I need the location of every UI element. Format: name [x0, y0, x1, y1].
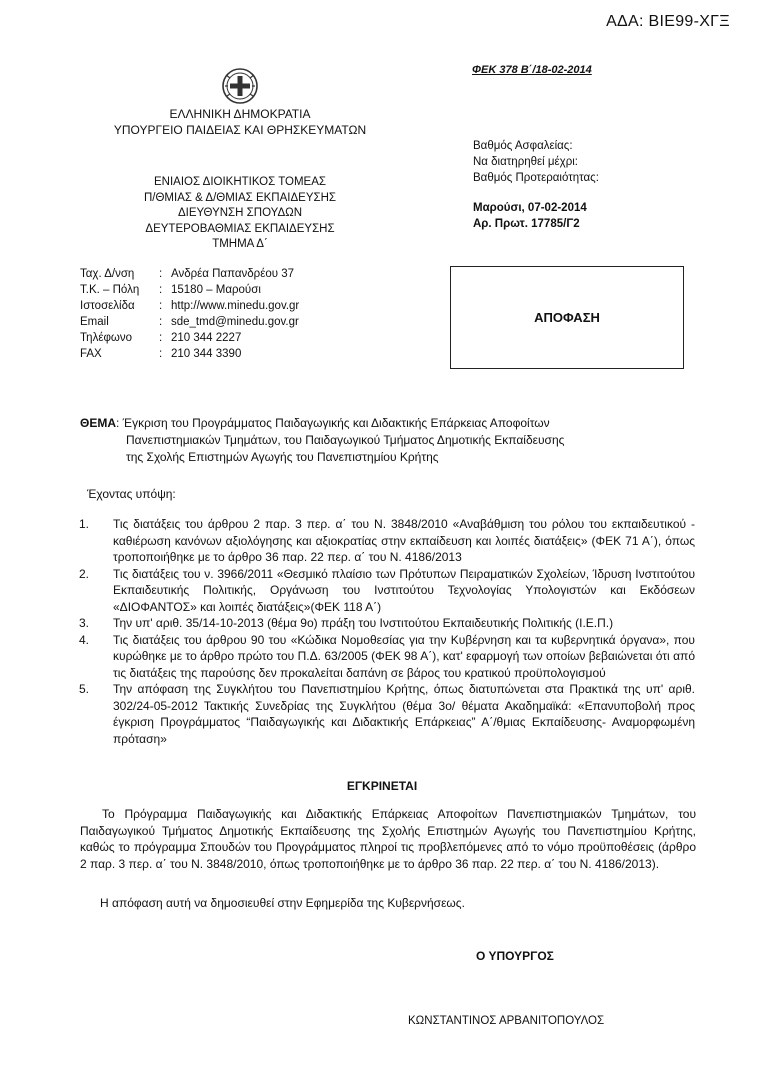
contact-label: Ιστοσελίδα: [80, 300, 135, 312]
subject-line: Έγκριση του Προγράμματος Παιδαγωγικής και Διδακτικής Επάρκειας Αποφοίτων: [122, 416, 550, 430]
ministry-header: [110, 106, 370, 138]
decision-body: Το Πρόγραμμα Παιδαγωγικής και Διδακτικής Επάρκειας Αποφοίτων Πανεπιστημιακών Τμημάτων, του Παιδαγωγικού Τμήματος Δημοτικής Εκπαίδευσης της Σχολής Επιστημών Αγωγής του Πανεπιστημίου Κρήτης, καθώς το πρόγραμμα Σπουδών του Προγράμματος πληροί τις προβλεπόμενες από το νόμο προϋποθέσεις (άρθρο 2 παρ. 3 περ. α΄ του Ν. 3848/2010, όπως τροποποιήθηκε με το άρθρο 36 παρ. 22 περ. α΄ του Ν. 4186/2013).: [80, 807, 696, 871]
contact-row: [80, 284, 299, 300]
contact-row: [80, 268, 299, 284]
contact-table: [80, 268, 299, 364]
approve-heading: ΕΓΚΡΙΝΕΤΑΙ: [346, 779, 418, 793]
contact-separator: :: [159, 300, 163, 312]
division-line: ΕΝΙΑΙΟΣ ΔΙΟΙΚΗΤΙΚΟΣ ΤΟΜΕΑΣ: [153, 176, 326, 188]
contact-label: Τηλέφωνο: [80, 332, 133, 344]
contact-label: Email: [80, 316, 109, 328]
publication-order: Η απόφαση αυτή να δημοσιευθεί στην Εφημερίδα της Κυβερνήσεως.: [100, 896, 465, 910]
date-line: Μαρούσι, 07-02-2014: [473, 202, 587, 214]
website-link[interactable]: http://www.minedu.gov.gr: [171, 300, 300, 312]
subject-line: της Σχολής Επιστημών Αγωγής του Πανεπιστημίου Κρήτης: [126, 450, 439, 464]
contact-value: 210 344 3390: [171, 348, 242, 360]
item-text: Τις διατάξεις του ν. 3966/2011 «Θεσμικό πλαίσιο των Πρότυπων Πειραματικών Σχολείων, Ίδρυση Ινστιτούτου Εκπαιδευτικής Πολιτικής, Οργάνωση του Ινστιτούτου Τεχνολογίας Υπολογιστών και Εκδόσεων «ΔΙΟΦΑΝΤΟΣ» και λοιπές διατάξεις»(ΦΕΚ 118 Α΄): [113, 566, 695, 614]
protocol-number: Αρ. Πρωτ. 17785/Γ2: [473, 218, 580, 230]
subject-block: [80, 415, 680, 466]
email-link[interactable]: sde_tmd@minedu.gov.gr: [171, 316, 299, 328]
list-item: [79, 681, 695, 747]
subject-line: Πανεπιστημιακών Τμημάτων, του Παιδαγωγικού Τμήματος Δημοτικής Εκπαίδευσης: [126, 433, 565, 447]
division-line: ΤΜΗΜΑ Δ΄: [212, 238, 268, 250]
contact-value: 15180 – Μαρούσι: [171, 284, 261, 296]
greek-emblem-icon: [220, 66, 260, 106]
contact-value: Ανδρέα Παπανδρέου 37: [171, 268, 294, 280]
item-text: Τις διατάξεις του άρθρου 90 του «Κώδικα Νομοθεσίας για την Κυβέρνηση και τα κυβερνητικά όργανα», που κυρώθηκε με το άρθρο πρώτο του Π.Δ. 63/2005 (ΦΕΚ 98 Α΄), κατ' εφαρμογή των οποίων βεβαιώνεται ότι από τις διατάξεις της παρούσης δεν προκαλείται δαπάνη σε βάρος του κρατικού προϋπολογισμού: [113, 632, 695, 680]
contact-row: [80, 332, 299, 348]
contact-separator: :: [159, 268, 163, 280]
list-item: [79, 516, 695, 566]
republic-name: ΕΛΛΗΝΙΚΗ ΔΗΜΟΚΡΑΤΙΑ: [169, 107, 311, 121]
security-level: Βαθμός Ασφαλείας:: [473, 140, 573, 152]
security-block: [473, 138, 599, 186]
item-number: 1.: [79, 517, 90, 531]
contact-label: FAX: [80, 348, 102, 360]
contact-separator: :: [159, 316, 163, 328]
subject-colon: :: [116, 416, 123, 430]
item-number: 4.: [79, 632, 90, 647]
considerations-list: [79, 516, 695, 747]
contact-value: 210 344 2227: [171, 332, 242, 344]
considering-heading: Έχοντας υπόψη:: [87, 487, 176, 501]
decision-box: [450, 266, 684, 369]
contact-separator: :: [159, 284, 163, 296]
decision-title: ΑΠΟΦΑΣΗ: [534, 310, 600, 325]
contact-separator: :: [159, 332, 163, 344]
division-block: [115, 175, 365, 253]
date-protocol-block: [473, 200, 587, 232]
item-text: Την υπ' αριθ. 35/14-10-2013 (θέμα 9ο) πράξη του Ινστιτούτου Εκπαιδευτικής Πολιτικής (Ι.Ε.Π.): [113, 616, 614, 630]
contact-row: [80, 300, 299, 316]
item-text: Την απόφαση της Συγκλήτου του Πανεπιστημίου Κρήτης, όπως διατυπώνεται στα Πρακτικά της υπ' αριθ. 302/24-05-2012 Τακτικής Συνεδρίας της Συγκλήτου (θέμα 3ο/ θέματα Ακαδημαϊκά: «Επανυποβολή προς έγκριση Προγράμματος “Παιδαγωγικής και Διδακτικής Επάρκειας” Α΄/θμιας Εκπαίδευσης- Αναμορφωμένη πρόταση»: [113, 682, 695, 746]
list-item: [79, 566, 695, 616]
division-line: ΔΙΕΥΘΥΝΣΗ ΣΠΟΥΔΩΝ: [177, 207, 303, 219]
contact-row: [80, 348, 299, 364]
ada-code: ΑΔΑ: ΒΙΕ99-ΧΓΞ: [606, 13, 730, 30]
list-item: [79, 615, 695, 632]
item-number: 5.: [79, 682, 90, 696]
item-text: Τις διατάξεις του άρθρου 2 παρ. 3 περ. α΄ του Ν. 3848/2010 «Αναβάθμιση του ρόλου του εκπαιδευτικού - καθιέρωση κανόνων αξιολόγησης και αξιοκρατίας στην εκπαίδευση και λοιπές διατάξεις» (ΦΕΚ 71 Α΄), όπως τροποποιήθηκε με το άρθρο 36 παρ. 22 περ. α΄ του Ν. 4186/2013: [113, 517, 695, 564]
division-line: ΔΕΥΤΕΡΟΒΑΘΜΙΑΣ ΕΚΠΑΙΔΕΥΣΗΣ: [145, 222, 335, 235]
fek-reference: ΦΕΚ 378 Β΄/18-02-2014: [472, 64, 592, 76]
priority-level: Βαθμός Προτεραιότητας:: [473, 172, 599, 184]
division-line: Π/ΘΜΙΑΣ & Δ/ΘΜΙΑΣ ΕΚΠΑΙΔΕΥΣΗΣ: [143, 191, 337, 204]
item-number: 3.: [79, 616, 90, 630]
contact-label: Τ.Κ. – Πόλη: [80, 284, 140, 296]
ministry-name: ΥΠΟΥΡΓΕΙΟ ΠΑΙΔΕΙΑΣ ΚΑΙ ΘΡΗΣΚΕΥΜΑΤΩΝ: [113, 123, 367, 137]
item-number: 2.: [79, 566, 90, 581]
keep-until: Να διατηρηθεί μέχρι:: [473, 156, 578, 168]
list-item: [79, 632, 695, 682]
subject-label: ΘΕΜΑ: [80, 416, 116, 430]
contact-row: [80, 316, 299, 332]
minister-title: Ο ΥΠΟΥΡΓΟΣ: [476, 949, 554, 963]
minister-name: ΚΩΝΣΤΑΝΤΙΝΟΣ ΑΡΒΑΝΙΤΟΠΟΥΛΟΣ: [408, 1015, 605, 1027]
contact-label: Ταχ. Δ/νση: [80, 268, 135, 280]
contact-separator: :: [159, 348, 163, 360]
